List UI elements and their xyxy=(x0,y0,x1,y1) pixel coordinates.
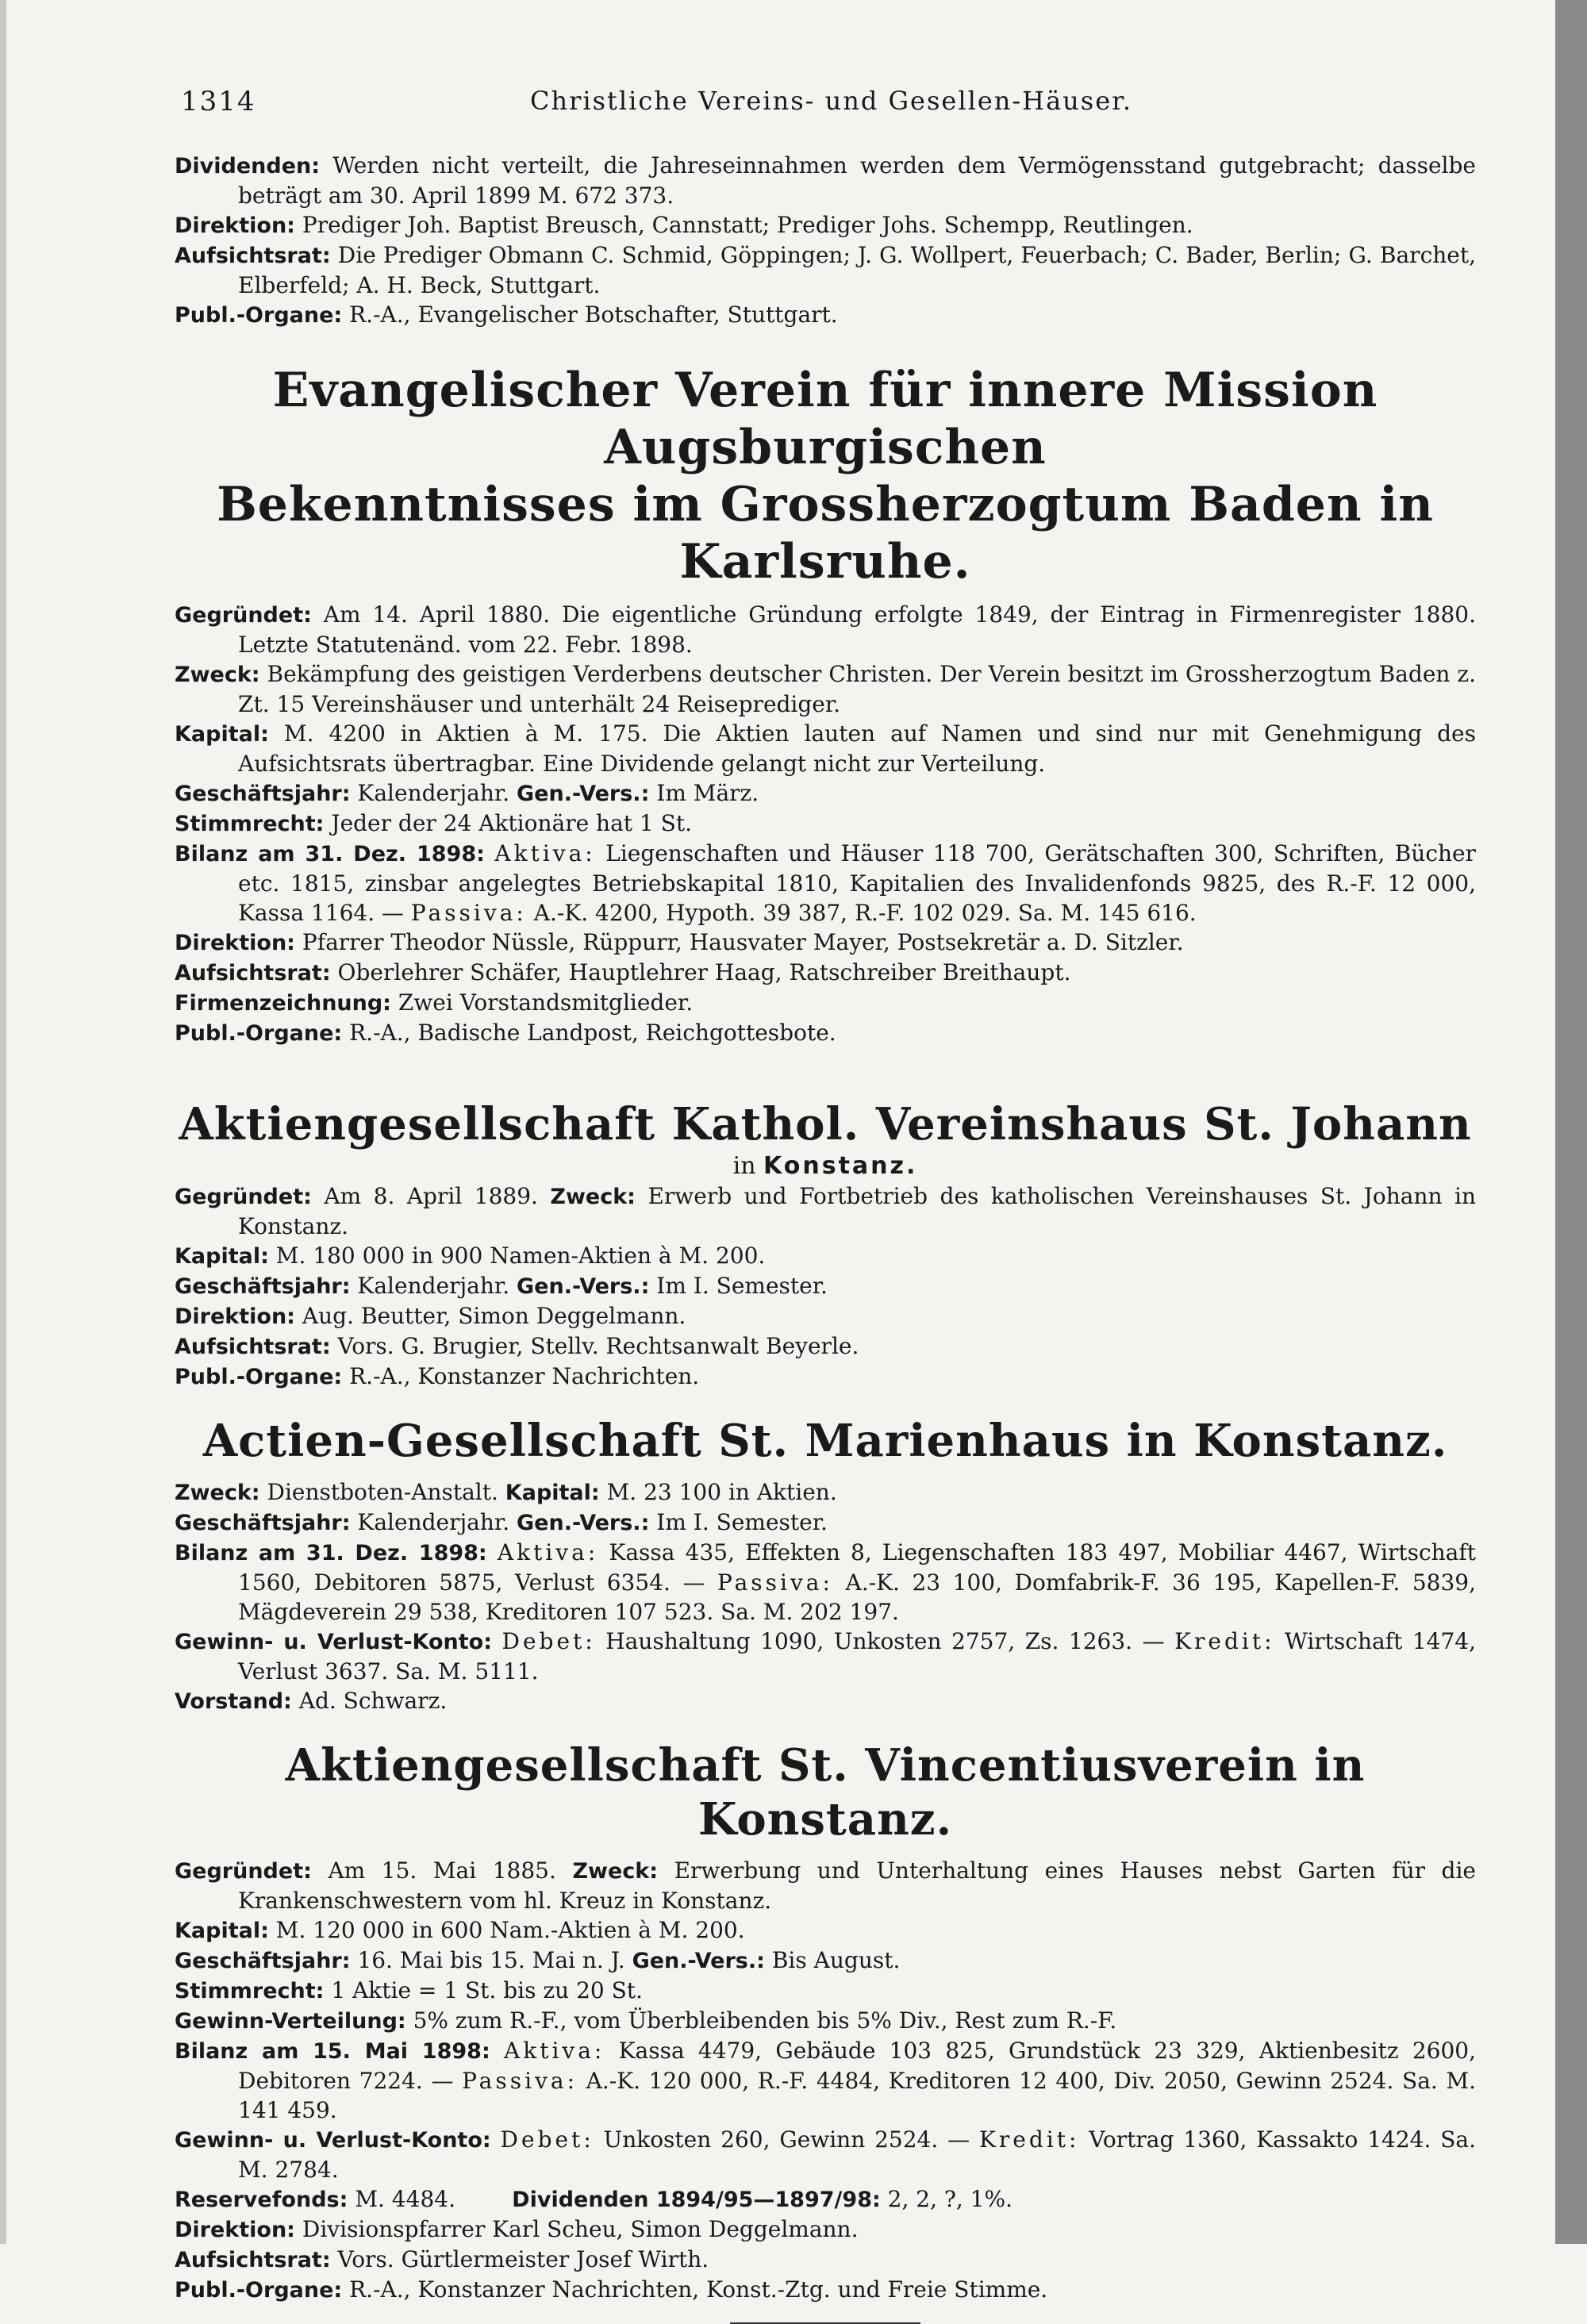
entry-text: Vors. Gürtlermeister Josef Wirth. xyxy=(330,2246,709,2272)
entry-label: Vorstand: xyxy=(175,1689,292,1714)
entry-direktion xyxy=(175,928,1476,958)
entry-gewinn-verlust xyxy=(175,2125,1476,2184)
entry-label: Gegründet: xyxy=(175,603,312,628)
entry-label: Aufsichtsrat: xyxy=(175,961,331,985)
entry-label: Publ.-Organe: xyxy=(175,1021,343,1046)
entry-label: Publ.-Organe: xyxy=(175,303,343,328)
entry-publ-organe xyxy=(175,300,1476,330)
entry-direktion xyxy=(175,2215,1476,2245)
entry-kapital xyxy=(175,1241,1476,1271)
entry-text: 2, 2, ?, 1%. xyxy=(880,2186,1013,2212)
entry-text: Im März. xyxy=(649,780,759,806)
entry-label: Geschäftsjahr: xyxy=(175,782,351,806)
aktiva-text: Liegenschaften und Häuser 118 700, Gerätschaften 300, Schriften, Bücher etc. 1815, zinsbar angelegtes Betriebskapital 1810, Kapitalien des Invalidenfonds 9825, des R.-F. 12 000, Kassa 1164. — xyxy=(238,840,1477,926)
entry-direktion xyxy=(175,1301,1476,1331)
scan-left-edge xyxy=(0,0,6,2244)
entry-text: Am 14. April 1880. Die eigentliche Gründung erfolgte 1849, der Eintrag in Firmenregister 1880. Letzte Statutenänd. vom 22. Febr. 1898. xyxy=(238,601,1476,658)
entry-label: Gewinn- u. Verlust-Konto: xyxy=(175,1630,492,1654)
company-title-line1: Evangelischer Verein für innere Mission Augsburgischen xyxy=(272,363,1378,475)
entry-publ-organe xyxy=(175,1018,1476,1048)
entry-text: Pfarrer Theodor Nüssle, Rüppurr, Hausvater Mayer, Postsekretär a. D. Sitzler. xyxy=(294,929,1184,955)
entry-label: Gegründet: xyxy=(175,1859,312,1884)
entry-label: Gewinn- u. Verlust-Konto: xyxy=(175,2128,491,2153)
entry-text: Divisionspfarrer Karl Scheu, Simon Deggelmann. xyxy=(294,2216,859,2242)
entry-label: Publ.-Organe: xyxy=(175,2278,343,2303)
entry-text: Vors. G. Brugier, Stellv. Rechtsanwalt Beyerle. xyxy=(330,1333,859,1359)
entry-label: Geschäftsjahr: xyxy=(175,1274,351,1299)
entry-label: Firmenzeichnung: xyxy=(175,991,391,1016)
entry-gegruendet xyxy=(175,1856,1476,1915)
entry-label: Direktion: xyxy=(175,2218,295,2242)
aktiva-label: Aktiva: xyxy=(494,840,596,866)
entry-text: M. 23 100 in Aktien. xyxy=(599,1479,837,1505)
entry-label: Bilanz am 15. Mai 1898: xyxy=(175,2039,490,2064)
passiva-label: Passiva: xyxy=(462,2068,578,2094)
entry-kapital xyxy=(175,719,1476,778)
entry-vorstand xyxy=(175,1686,1476,1716)
entry-text: Die Prediger Obmann C. Schmid, Göppingen; J. G. Wollpert, Feuerbach; C. Bader, Berlin; G. Barchet, Elberfeld; A. H. Beck, Stuttgart. xyxy=(238,242,1476,298)
debet-label: Debet: xyxy=(500,2126,594,2153)
entry-text: Am 8. April 1889. xyxy=(311,1183,551,1209)
entry-label: Direktion: xyxy=(175,1304,295,1329)
entry-publ-organe xyxy=(175,1362,1476,1392)
entry-label: Zweck: xyxy=(175,1481,260,1505)
debet-label: Debet: xyxy=(501,1628,596,1654)
entry-kapital xyxy=(175,1915,1476,1946)
aktiva-label: Aktiva: xyxy=(504,2038,605,2064)
entry-geschaeftsjahr xyxy=(175,778,1476,809)
entry-text: R.-A., Konstanzer Nachrichten. xyxy=(342,1363,700,1389)
entry-text: Im I. Semester. xyxy=(649,1273,828,1299)
location-prefix: in xyxy=(732,1152,764,1180)
entry-aufsichtsrat xyxy=(175,240,1476,300)
entry-label-zweck: Zweck: xyxy=(572,1859,659,1884)
scan-right-edge xyxy=(1555,0,1587,2244)
entry-label: Geschäftsjahr: xyxy=(175,1949,351,1973)
page-content xyxy=(175,151,1476,2324)
entry-text: Erwerbung und Unterhaltung eines Hauses nebst Garten für die Krankenschwestern vom hl. Kreuz in Konstanz. xyxy=(238,1857,1477,1914)
location-place: Konstanz. xyxy=(763,1152,918,1180)
entry-geschaeftsjahr xyxy=(175,1508,1476,1538)
entry-label: Aufsichtsrat: xyxy=(175,2248,331,2272)
company-entry-st-marienhaus xyxy=(175,1414,1476,1716)
running-head xyxy=(181,86,1482,125)
entry-text: Ad. Schwarz. xyxy=(291,1688,448,1714)
entry-bilanz xyxy=(175,2036,1476,2125)
entry-text: Kalenderjahr. xyxy=(350,780,517,806)
passiva-label: Passiva: xyxy=(717,1569,833,1596)
entry-label-zweck: Zweck: xyxy=(550,1185,636,1209)
entry-label-gen-vers: Gen.-Vers.: xyxy=(632,1949,765,1973)
entry-label: Dividenden: xyxy=(175,154,321,179)
entry-gegruendet xyxy=(175,600,1476,659)
entry-gewinn-verteilung xyxy=(175,2006,1476,2036)
company-title: Actien-Gesellschaft St. Marienhaus in Konstanz. xyxy=(202,1415,1448,1467)
entry-label: Geschäftsjahr: xyxy=(175,1511,351,1535)
entry-text: R.-A., Konstanzer Nachrichten, Konst.-Ztg. und Freie Stimme. xyxy=(342,2276,1048,2303)
entry-bilanz xyxy=(175,1538,1476,1627)
entry-zweck xyxy=(175,659,1476,719)
entry-text: Am 15. Mai 1885. xyxy=(311,1857,573,1884)
entry-text: M. 4484. xyxy=(348,2186,455,2212)
kredit-text: Vortrag 1360, Kassakto 1424. Sa. M. 2784. xyxy=(238,2126,1477,2183)
entry-direktion xyxy=(175,210,1476,240)
continuation-entries xyxy=(175,151,1476,330)
entry-text: Werden nicht verteilt, die Jahreseinnahmen werden dem Vermögensstand gutgebracht; dasselbe beträgt am 30. April 1899 M. 672 373. xyxy=(238,152,1476,209)
passiva-text: A.-K. 120 000, R.-F. 4484, Kreditoren 12 400, Div. 2050, Gewinn 2524. Sa. M. 141 459. xyxy=(238,2068,1476,2123)
page-number: 1314 xyxy=(181,86,256,117)
company-title: Aktiengesellschaft St. Vincentiusverein in Konstanz. xyxy=(285,1739,1366,1846)
entry-label: Stimmrecht: xyxy=(175,812,325,836)
entry-stimmrecht xyxy=(175,809,1476,839)
aktiva-label: Aktiva: xyxy=(497,1539,599,1565)
debet-text: Unkosten 260, Gewinn 2524. — xyxy=(594,2126,979,2153)
entry-text: Prediger Joh. Baptist Breusch, Cannstatt; Prediger Johs. Schempp, Reutlingen. xyxy=(294,212,1193,238)
entry-label: Kapital: xyxy=(175,722,269,747)
entry-label-gen-vers: Gen.-Vers.: xyxy=(517,1274,650,1299)
entry-label: Aufsichtsrat: xyxy=(175,1335,331,1359)
entry-text: M. 120 000 in 600 Nam.-Aktien à M. 200. xyxy=(268,1917,745,1943)
entry-gewinn-verlust xyxy=(175,1627,1476,1686)
kredit-text: Wirtschaft 1474, Verlust 3637. Sa. M. 5111. xyxy=(238,1628,1476,1684)
company-entry-st-vincentiusverein xyxy=(175,1738,1476,2324)
entry-label: Gewinn-Verteilung: xyxy=(175,2009,406,2034)
entry-label: Publ.-Organe: xyxy=(175,1365,343,1389)
entry-dividenden xyxy=(175,151,1476,210)
entry-text: Oberlehrer Schäfer, Hauptlehrer Haag, Ratschreiber Breithaupt. xyxy=(330,959,1071,985)
passiva-text: A.-K. 23 100, Domfabrik-F. 36 195, Kapellen-F. 5839, Mägdeverein 29 538, Kreditoren 107 523. Sa. M. 202 197. xyxy=(238,1569,1476,1625)
company-entry-evangelischer-verein xyxy=(175,362,1476,1048)
running-title: Christliche Vereins- und Gesellen-Häuser. xyxy=(530,86,1133,116)
entry-label: Direktion: xyxy=(175,213,295,238)
entry-label: Bilanz am 31. Dez. 1898: xyxy=(175,1541,487,1565)
entry-geschaeftsjahr xyxy=(175,1946,1476,1976)
entry-aufsichtsrat xyxy=(175,1331,1476,1362)
entry-text: 1 Aktie = 1 St. bis zu 20 St. xyxy=(324,1977,643,2003)
aktiva-text: Kassa 4479, Gebäude 103 825, Grundstück 23 329, Aktienbesitz 2600, Debitoren 7224. — xyxy=(238,2038,1476,2094)
entry-geschaeftsjahr xyxy=(175,1271,1476,1301)
entry-text: M. 4200 in Aktien à M. 175. Die Aktien lauten auf Namen und sind nur mit Genehmigung des Aufsichtsrats übertragbar. Eine Dividende gelangt nicht zur Verteilung. xyxy=(238,720,1476,777)
company-title-line2: Bekenntnisses im Grossherzogtum Baden in Karlsruhe. xyxy=(217,477,1434,590)
entry-aufsichtsrat xyxy=(175,2245,1476,2275)
entry-text: 16. Mai bis 15. Mai n. J. xyxy=(350,1947,632,1973)
company-location xyxy=(175,1151,1476,1181)
entry-text: Bis August. xyxy=(764,1947,901,1973)
entry-text: Erwerb und Fortbetrieb des katholischen Vereinshauses St. Johann in Konstanz. xyxy=(238,1183,1476,1239)
entry-text: Im I. Semester. xyxy=(649,1509,828,1535)
company-entry-st-johann xyxy=(175,1097,1476,1392)
entry-label-dividenden: Dividenden 1894/95—1897/98: xyxy=(512,2188,881,2212)
entry-label: Kapital: xyxy=(175,1919,269,1943)
entry-text: 5% zum R.-F., vom Überbleibenden bis 5% Div., Rest zum R.-F. xyxy=(405,2007,1117,2034)
entry-text: R.-A., Badische Landpost, Reichgottesbote. xyxy=(342,1020,836,1046)
kredit-label: Kredit: xyxy=(1174,1628,1275,1654)
debet-text: Haushaltung 1090, Unkosten 2757, Zs. 1263. — xyxy=(595,1628,1175,1654)
entry-label: Aufsichtsrat: xyxy=(175,244,331,268)
entry-label: Reservefonds: xyxy=(175,2188,348,2212)
entry-label: Zweck: xyxy=(175,663,260,687)
entry-label: Stimmrecht: xyxy=(175,1979,325,2003)
entry-text: Aug. Beutter, Simon Deggelmann. xyxy=(294,1303,686,1329)
entry-text: Jeder der 24 Aktionäre hat 1 St. xyxy=(324,810,692,836)
entry-label: Bilanz am 31. Dez. 1898: xyxy=(175,842,485,866)
entry-text: R.-A., Evangelischer Botschafter, Stuttgart. xyxy=(342,302,838,328)
entry-text: Zwei Vorstandsmitglieder. xyxy=(390,989,694,1016)
entry-text: Bekämpfung des geistigen Verderbens deutscher Christen. Der Verein besitzt im Grossherzogtum Baden z. Zt. 15 Vereinshäuser und unterhält 24 Reiseprediger. xyxy=(238,661,1476,717)
entry-reservefonds xyxy=(175,2184,1476,2215)
aktiva-text: Kassa 435, Effekten 8, Liegenschaften 183 497, Mobiliar 4467, Wirtschaft 1560, Debitoren 5875, Verlust 6354. — xyxy=(238,1539,1476,1596)
entry-bilanz xyxy=(175,839,1476,928)
entry-text: Kalenderjahr. xyxy=(350,1509,517,1535)
entry-label-gen-vers: Gen.-Vers.: xyxy=(517,782,650,806)
entry-text: Dienstboten-Anstalt. xyxy=(259,1479,505,1505)
entry-label-kapital: Kapital: xyxy=(505,1481,600,1505)
entry-gegruendet xyxy=(175,1181,1476,1241)
entry-label: Kapital: xyxy=(175,1244,269,1269)
entry-zweck xyxy=(175,1477,1476,1508)
entry-text: M. 180 000 in 900 Namen-Aktien à M. 200. xyxy=(268,1243,766,1269)
entry-label: Gegründet: xyxy=(175,1185,312,1209)
entry-publ-organe xyxy=(175,2275,1476,2305)
entry-label: Direktion: xyxy=(175,931,295,955)
entry-label-gen-vers: Gen.-Vers.: xyxy=(517,1511,650,1535)
entry-text: Kalenderjahr. xyxy=(350,1273,517,1299)
entry-firmenzeichnung xyxy=(175,988,1476,1018)
entry-aufsichtsrat xyxy=(175,958,1476,988)
passiva-label: Passiva: xyxy=(410,900,527,926)
kredit-label: Kredit: xyxy=(978,2126,1080,2153)
company-title: Aktiengesellschaft Kathol. Vereinshaus St. Johann xyxy=(179,1098,1472,1150)
passiva-text: A.-K. 4200, Hypoth. 39 387, R.-F. 102 029. Sa. M. 145 616. xyxy=(526,900,1197,926)
entry-stimmrecht xyxy=(175,1976,1476,2006)
